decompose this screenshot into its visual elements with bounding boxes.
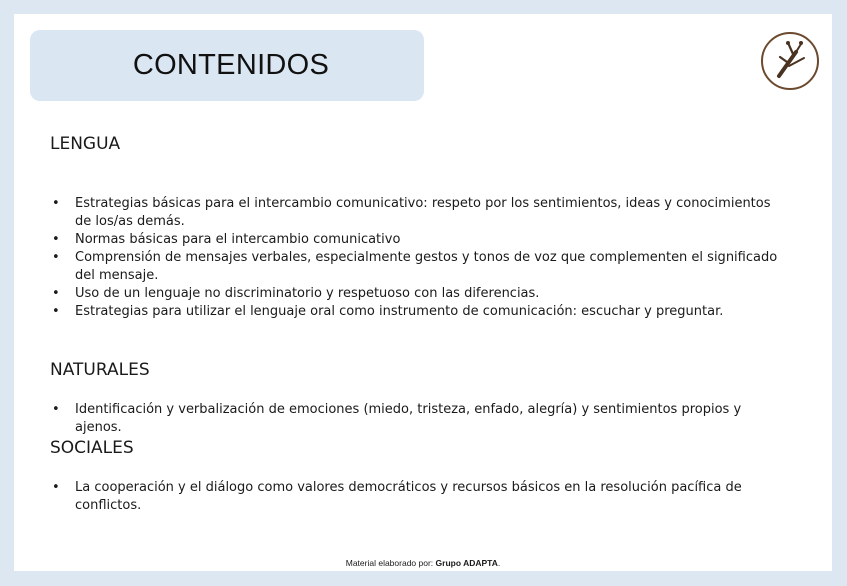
section-heading-lengua: LENGUA bbox=[50, 134, 121, 154]
slide-card bbox=[14, 14, 832, 571]
list-item: • Identificación y verbalización de emociones (miedo, tristeza, enfado, alegría) y sentimientos propios y ajenos. bbox=[50, 401, 790, 437]
footer-author: Grupo ADAPTA bbox=[435, 558, 498, 568]
lengua-list bbox=[50, 195, 790, 321]
paintbrush-circle-icon bbox=[760, 31, 820, 91]
title-box bbox=[30, 30, 424, 101]
section-heading-sociales: SOCIALES bbox=[50, 438, 134, 458]
page-title: CONTENIDOS bbox=[132, 49, 330, 81]
list-item: • Estrategias para utilizar el lenguaje oral como instrumento de comunicación: escuchar y preguntar. bbox=[50, 303, 790, 321]
naturales-list bbox=[50, 401, 790, 437]
sociales-list bbox=[50, 479, 790, 515]
footer-suffix: . bbox=[497, 558, 501, 568]
footer-prefix: Material elaborado por: bbox=[345, 558, 436, 568]
list-item: • La cooperación y el diálogo como valores democráticos y recursos básicos en la resolución pacífica de conflictos. bbox=[50, 479, 790, 515]
footer-credit bbox=[14, 558, 832, 568]
list-item: • Uso de un lenguaje no discriminatorio y respetuoso con las diferencias. bbox=[50, 285, 790, 303]
section-heading-naturales: NATURALES bbox=[50, 360, 150, 380]
list-item: • Comprensión de mensajes verbales, especialmente gestos y tonos de voz que complementen el significado del mensaje. bbox=[50, 249, 790, 285]
list-item: • Normas básicas para el intercambio comunicativo bbox=[50, 231, 790, 249]
list-item: • Estrategias básicas para el intercambio comunicativo: respeto por los sentimientos, ideas y conocimientos de los/as demás. bbox=[50, 195, 790, 231]
